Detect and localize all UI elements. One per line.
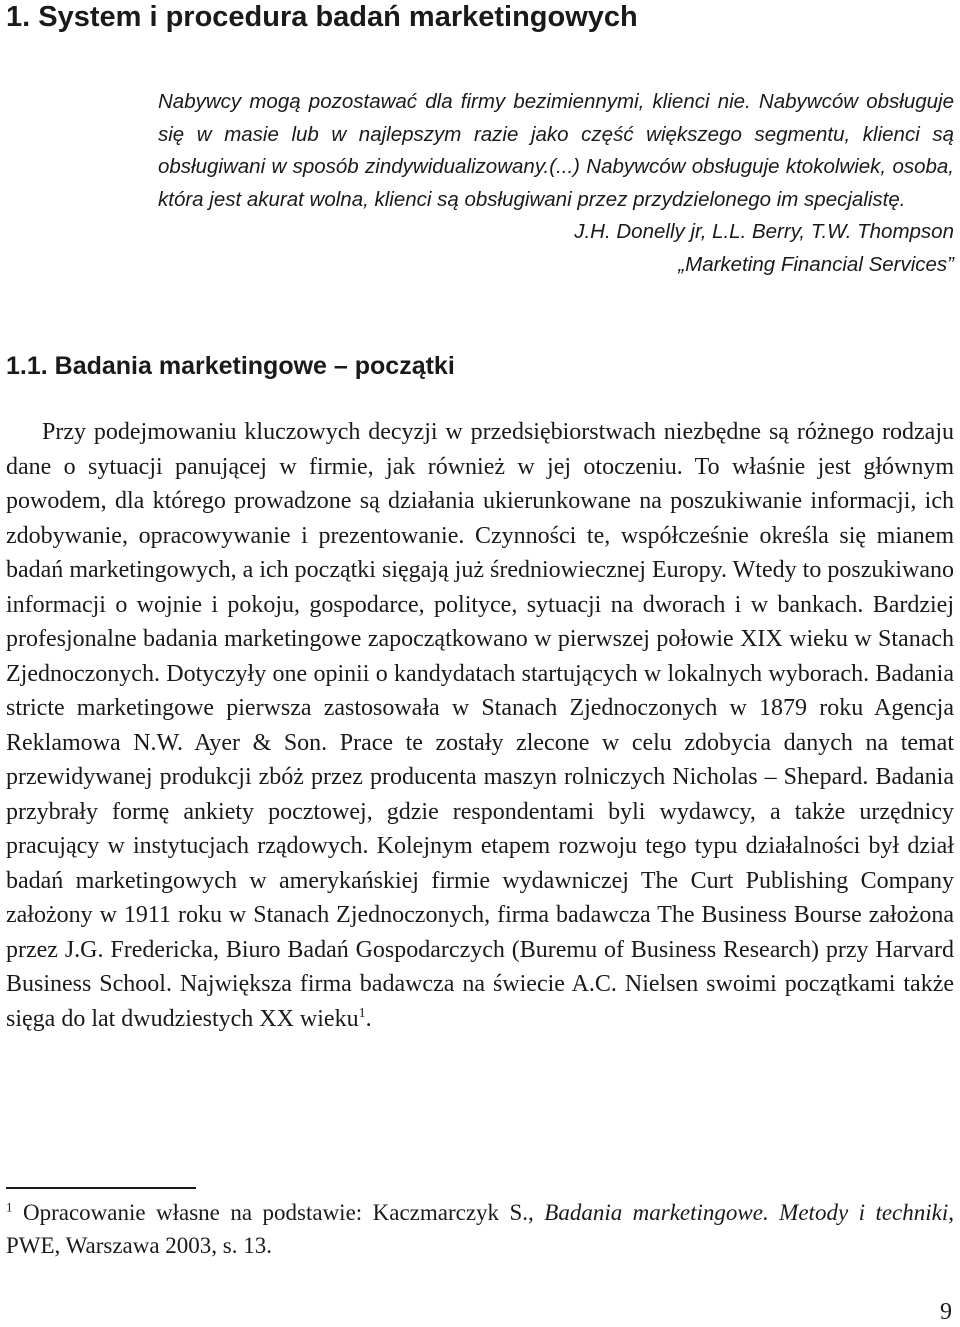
footnote-book-title: Badania marketingowe. Metody i techniki [544, 1200, 949, 1225]
epigraph [158, 86, 954, 281]
epigraph-text: Nabywcy mogą pozostawać dla firmy bezimiennymi, klienci nie. Nabywców obsługuje się w masie lub w najlepszym razie jako część większego segmentu, klienci są obsługiwani w sposób zindywidualizowany.(...) Nabywców obsługuje ktokolwiek, osoba, która jest akurat wolna, klienci są obsługiwani przez przydzielonego im specjalistę. [158, 90, 954, 211]
body-paragraph: Przy podejmowaniu kluczowych decyzji w przedsiębiorstwach niezbędne są różnego rodzaju dane o sytuacji panującej w firmie, jak również w jej otoczeniu. To właśnie jest głównym powodem, dla którego prowadzone są działania ukierunkowane na poszukiwanie informacji, ich zdobywanie, opracowywanie i prezentowanie. Czynności te, współcześnie określa się mianem badań marketingowych, a ich początki sięgają już średniowiecznej Europy. Wtedy to poszukiwano informacji o wojnie i pokoju, gospodarce, polityce, sytuacji na dworach i w bankach. Bardziej profesjonalne badania marketingowe zapoczątkowano w pierwszej połowie XIX wieku w Stanach Zjednoczonych. Dotyczyły one opinii o kandydatach startujących w lokalnych wyborach. Badania stricte marketingowe pierwsza zastosowała w Stanach Zjednoczonych w 1879 roku Agencja Reklamowa N.W. Ayer & Son. Prace te zostały zlecone w celu zdobycia danych na temat przewidywanej produkcji zbóż przez producenta maszyn rolniczych Nicholas – Shepard. Badania przybrały formę ankiety pocztowej, gdzie respondentami byli wydawcy, a także urzędnicy pracujący w instytucjach rządowych. Kolejnym etapem rozwoju tego typu działalności był dział badań marketingowych w amerykańskiej firmie wydawniczej The Curt Publishing Company założony w 1911 roku w Stanach Zjednoczonych, firma badawcza The Business Bourse założona przez J.G. Fredericka, Biuro Badań Gospodarczych (Buremu of Business Research) przy Harvard Business School. Największa firma badawcza na świecie A.C. Nielsen swoimi początkami także sięga do lat dwudziestych XX wieku$^1$. [6, 419, 954, 1032]
footnote-marker: 1 [6, 1199, 13, 1215]
chapter-title: 1. System i procedura badań marketingowych [6, 1, 638, 33]
footnote-suffix: , PWE, Warszawa 2003, s. 13. [6, 1200, 955, 1258]
epigraph-source: „Marketing Financial Services” [678, 252, 954, 276]
document-page [6, 0, 954, 1327]
body-paragraph-text: Przy podejmowaniu kluczowych decyzji w przedsiębiorstwach niezbędne są różnego rodzaju dane o sytuacji panującej w firmie, jak również w jej otoczeniu. To właśnie jest głównym powodem, dla którego prowadzone są działania ukierunkowane na poszukiwanie informacji, ich zdobywanie, opracowywanie i prezentowanie. Czynności te, współcześnie określa się mianem badań marketingowych, a ich początki sięgają już średniowiecznej Europy. Wtedy to poszukiwano informacji o wojnie i pokoju, gospodarce, polityce, sytuacji na dworach i w bankach. Bardziej profesjonalne badania marketingowe zapoczątkowano w pierwszej połowie XIX wieku w Stanach Zjednoczonych. Dotyczyły one opinii o kandydatach startujących w lokalnych wyborach. Badania stricte marketingowe pierwsza zastosowała w Stanach Zjednoczonych w 1879 roku Agencja Reklamowa N.W. Ayer & Son. Prace te zostały zlecone w celu zdobycia danych na temat przewidywanej produkcji zbóż przez producenta maszyn rolniczych Nicholas – Shepard. Badania przybrały formę ankiety pocztowej, gdzie respondentami byli wydawcy, a także urzędnicy pracujący w instytucjach rządowych. Kolejnym etapem rozwoju tego typu działalności był dział badań marketingowych w amerykańskiej firmie wydawniczej The Curt Publishing Company założony w 1911 roku w Stanach Zjednoczonych, firma badawcza The Business Bourse założona przez J.G. Fredericka, Biuro Badań Gospodarczych (Buremu of Business Research) przy Harvard Business School. Największa firma badawcza na świecie A.C. Nielsen swoimi początkami także sięga do lat dwudziestych XX wieku [6, 419, 954, 1032]
footnote-prefix: Opracowanie własne na podstawie: Kaczmarczyk S., [12, 1200, 545, 1225]
section-title: 1.1. Badania marketingowe – początki [6, 352, 455, 380]
epigraph-author: J.H. Donelly jr, L.L. Berry, T.W. Thompson [574, 220, 954, 243]
footnote [6, 1196, 954, 1262]
page-number: 9 [940, 1299, 952, 1325]
footnote-separator [6, 1187, 196, 1189]
footnote-reference[interactable]: 1 [358, 1005, 366, 1021]
